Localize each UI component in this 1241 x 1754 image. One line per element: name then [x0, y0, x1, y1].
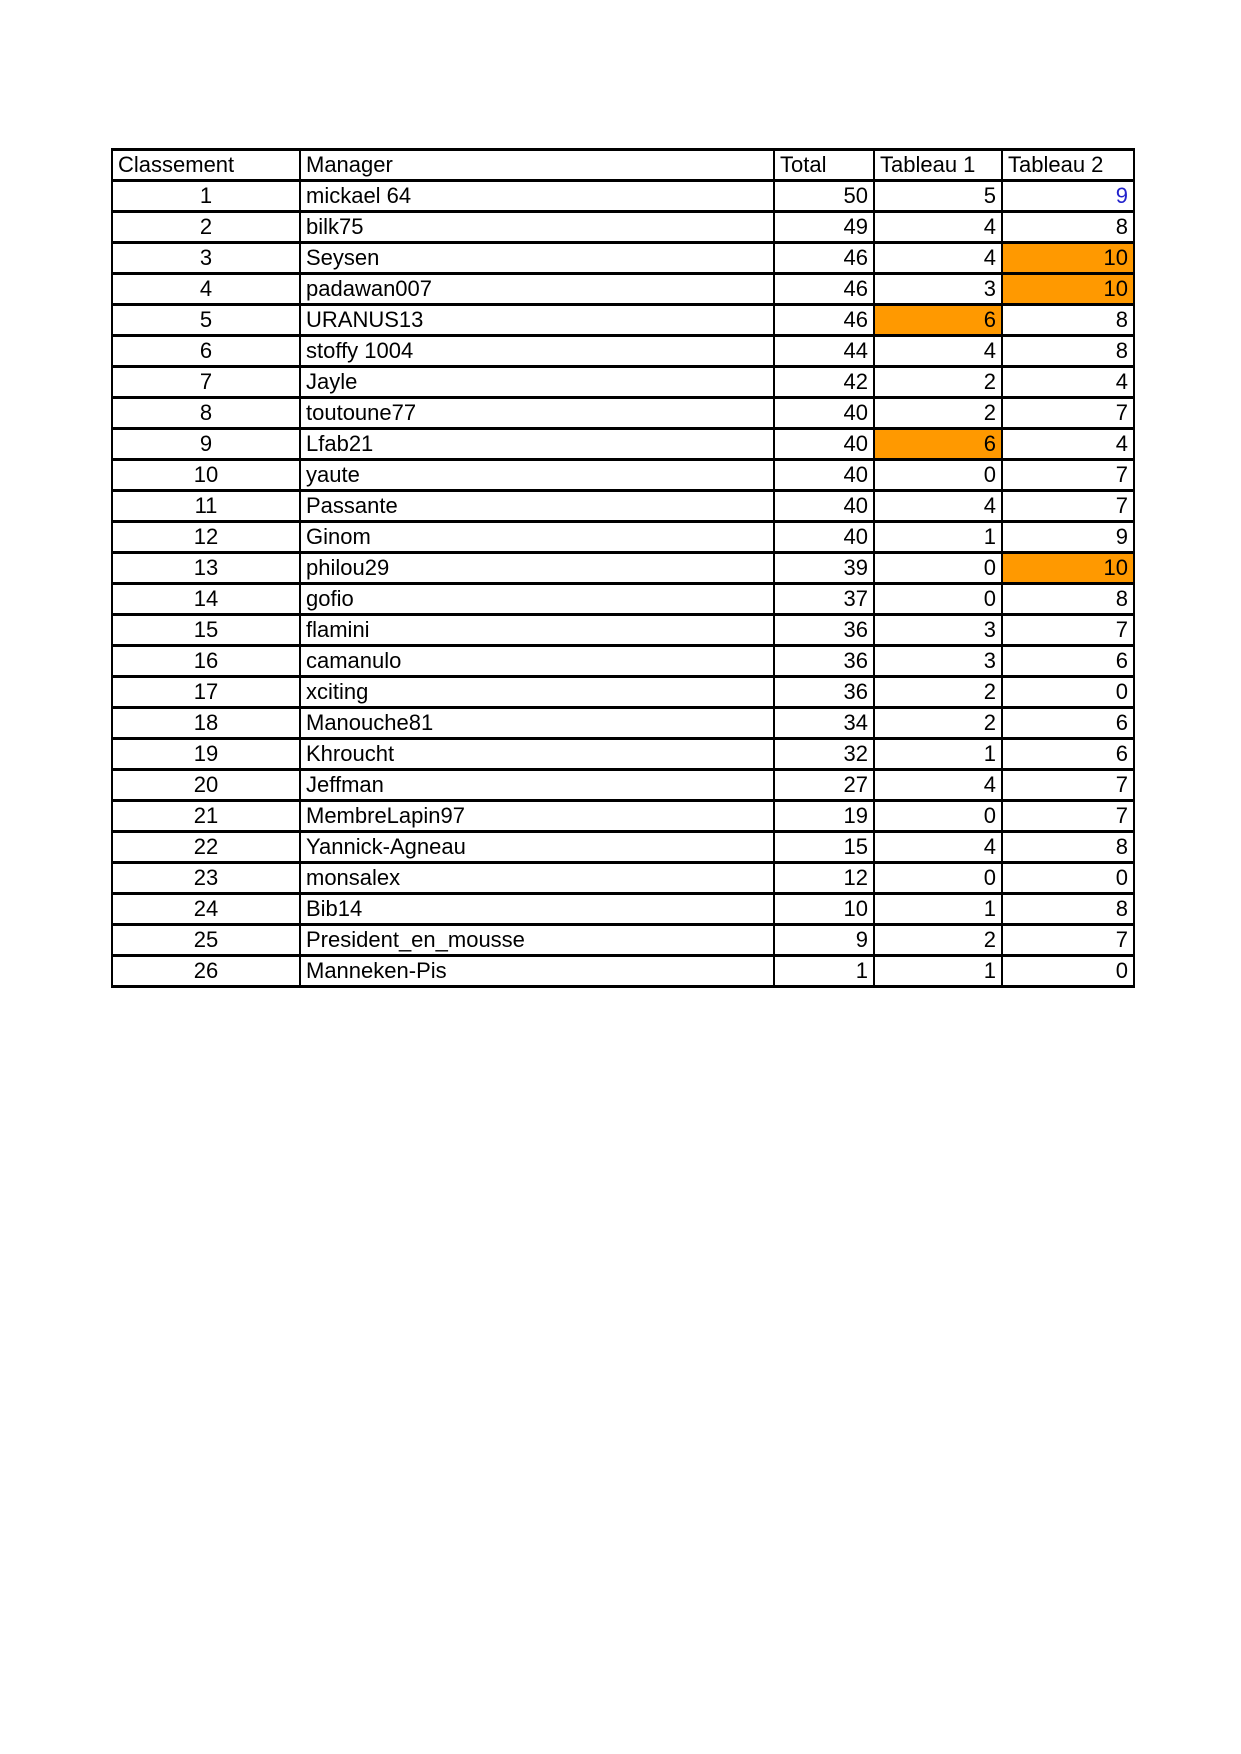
cell-rank: 11	[112, 491, 300, 522]
cell-total: 36	[774, 615, 874, 646]
cell-total: 32	[774, 739, 874, 770]
cell-manager: Bib14	[300, 894, 774, 925]
cell-total: 40	[774, 398, 874, 429]
cell-manager: Lfab21	[300, 429, 774, 460]
cell-tableau2: 8	[1002, 584, 1134, 615]
cell-rank: 21	[112, 801, 300, 832]
cell-total: 9	[774, 925, 874, 956]
cell-tableau1: 4	[874, 243, 1002, 274]
cell-tableau1: 4	[874, 336, 1002, 367]
cell-manager: camanulo	[300, 646, 774, 677]
cell-total: 40	[774, 491, 874, 522]
cell-manager: Jeffman	[300, 770, 774, 801]
table-row	[112, 398, 1134, 429]
table-row	[112, 770, 1134, 801]
cell-total: 34	[774, 708, 874, 739]
cell-rank: 16	[112, 646, 300, 677]
cell-tableau1: 4	[874, 491, 1002, 522]
cell-manager: Yannick-Agneau	[300, 832, 774, 863]
cell-rank: 22	[112, 832, 300, 863]
table-row	[112, 181, 1134, 212]
cell-tableau1: 6	[874, 305, 1002, 336]
cell-rank: 24	[112, 894, 300, 925]
cell-tableau1: 2	[874, 367, 1002, 398]
cell-manager: Khroucht	[300, 739, 774, 770]
cell-tableau1: 2	[874, 398, 1002, 429]
table-row	[112, 677, 1134, 708]
cell-rank: 25	[112, 925, 300, 956]
cell-tableau1: 1	[874, 522, 1002, 553]
cell-rank: 15	[112, 615, 300, 646]
cell-tableau1: 2	[874, 925, 1002, 956]
cell-tableau1: 0	[874, 553, 1002, 584]
cell-manager: URANUS13	[300, 305, 774, 336]
cell-manager: padawan007	[300, 274, 774, 305]
cell-manager: gofio	[300, 584, 774, 615]
table-row	[112, 367, 1134, 398]
cell-manager: bilk75	[300, 212, 774, 243]
cell-total: 40	[774, 460, 874, 491]
cell-rank: 10	[112, 460, 300, 491]
cell-rank: 18	[112, 708, 300, 739]
cell-manager: toutoune77	[300, 398, 774, 429]
cell-total: 1	[774, 956, 874, 987]
cell-rank: 13	[112, 553, 300, 584]
table-row	[112, 584, 1134, 615]
cell-tableau1: 3	[874, 646, 1002, 677]
cell-total: 46	[774, 274, 874, 305]
cell-total: 42	[774, 367, 874, 398]
cell-rank: 26	[112, 956, 300, 987]
cell-tableau2: 8	[1002, 336, 1134, 367]
cell-rank: 23	[112, 863, 300, 894]
header-tableau1: Tableau 1	[874, 150, 1002, 181]
cell-rank: 17	[112, 677, 300, 708]
cell-total: 40	[774, 522, 874, 553]
cell-tableau1: 3	[874, 615, 1002, 646]
cell-total: 12	[774, 863, 874, 894]
table-row	[112, 460, 1134, 491]
cell-tableau2: 9	[1002, 522, 1134, 553]
cell-manager: Manneken-Pis	[300, 956, 774, 987]
cell-total: 46	[774, 305, 874, 336]
cell-total: 37	[774, 584, 874, 615]
cell-tableau1: 1	[874, 956, 1002, 987]
cell-tableau2: 8	[1002, 832, 1134, 863]
ranking-table	[111, 148, 1135, 988]
cell-tableau2: 9	[1002, 181, 1134, 212]
cell-tableau2: 0	[1002, 956, 1134, 987]
table-row	[112, 522, 1134, 553]
cell-rank: 3	[112, 243, 300, 274]
cell-tableau1: 6	[874, 429, 1002, 460]
cell-tableau1: 2	[874, 677, 1002, 708]
cell-tableau2: 0	[1002, 863, 1134, 894]
cell-rank: 8	[112, 398, 300, 429]
cell-manager: Manouche81	[300, 708, 774, 739]
table-row	[112, 305, 1134, 336]
table-row	[112, 243, 1134, 274]
cell-total: 46	[774, 243, 874, 274]
cell-tableau2: 7	[1002, 925, 1134, 956]
cell-manager: MembreLapin97	[300, 801, 774, 832]
table-row	[112, 615, 1134, 646]
table-row	[112, 553, 1134, 584]
cell-rank: 4	[112, 274, 300, 305]
cell-tableau2: 7	[1002, 615, 1134, 646]
cell-tableau2: 8	[1002, 212, 1134, 243]
cell-rank: 9	[112, 429, 300, 460]
table-row	[112, 274, 1134, 305]
cell-tableau1: 0	[874, 460, 1002, 491]
header-manager: Manager	[300, 150, 774, 181]
cell-tableau2: 7	[1002, 398, 1134, 429]
table-body	[112, 181, 1134, 987]
cell-total: 10	[774, 894, 874, 925]
cell-tableau1: 4	[874, 770, 1002, 801]
cell-total: 39	[774, 553, 874, 584]
cell-tableau2: 7	[1002, 491, 1134, 522]
cell-rank: 12	[112, 522, 300, 553]
cell-manager: xciting	[300, 677, 774, 708]
table-row	[112, 832, 1134, 863]
header-total: Total	[774, 150, 874, 181]
cell-total: 40	[774, 429, 874, 460]
cell-manager: monsalex	[300, 863, 774, 894]
cell-total: 36	[774, 677, 874, 708]
cell-manager: yaute	[300, 460, 774, 491]
cell-total: 19	[774, 801, 874, 832]
cell-tableau2: 7	[1002, 460, 1134, 491]
cell-tableau1: 4	[874, 212, 1002, 243]
cell-rank: 1	[112, 181, 300, 212]
table-row	[112, 212, 1134, 243]
cell-total: 44	[774, 336, 874, 367]
table-row	[112, 956, 1134, 987]
cell-tableau1: 1	[874, 739, 1002, 770]
cell-rank: 20	[112, 770, 300, 801]
cell-manager: stoffy 1004	[300, 336, 774, 367]
cell-tableau2: 6	[1002, 739, 1134, 770]
cell-total: 49	[774, 212, 874, 243]
cell-tableau2: 4	[1002, 367, 1134, 398]
cell-tableau2: 7	[1002, 770, 1134, 801]
cell-manager: Ginom	[300, 522, 774, 553]
cell-rank: 7	[112, 367, 300, 398]
cell-tableau2: 6	[1002, 708, 1134, 739]
cell-manager: flamini	[300, 615, 774, 646]
cell-tableau1: 0	[874, 584, 1002, 615]
table-row	[112, 801, 1134, 832]
cell-manager: mickael 64	[300, 181, 774, 212]
cell-manager: Seysen	[300, 243, 774, 274]
cell-tableau2: 8	[1002, 305, 1134, 336]
cell-tableau2: 4	[1002, 429, 1134, 460]
header-classement: Classement	[112, 150, 300, 181]
table-row	[112, 646, 1134, 677]
table-row	[112, 925, 1134, 956]
cell-manager: President_en_mousse	[300, 925, 774, 956]
cell-total: 15	[774, 832, 874, 863]
cell-rank: 2	[112, 212, 300, 243]
table-row	[112, 863, 1134, 894]
cell-tableau2: 6	[1002, 646, 1134, 677]
cell-tableau2: 10	[1002, 243, 1134, 274]
table-row	[112, 429, 1134, 460]
cell-tableau2: 0	[1002, 677, 1134, 708]
cell-tableau1: 1	[874, 894, 1002, 925]
cell-tableau2: 10	[1002, 553, 1134, 584]
table-row	[112, 708, 1134, 739]
table-row	[112, 894, 1134, 925]
cell-total: 50	[774, 181, 874, 212]
cell-tableau1: 0	[874, 863, 1002, 894]
cell-rank: 6	[112, 336, 300, 367]
table-row	[112, 739, 1134, 770]
cell-tableau2: 10	[1002, 274, 1134, 305]
cell-rank: 19	[112, 739, 300, 770]
cell-rank: 14	[112, 584, 300, 615]
cell-manager: Jayle	[300, 367, 774, 398]
header-row	[112, 150, 1134, 181]
cell-tableau2: 7	[1002, 801, 1134, 832]
table-row	[112, 491, 1134, 522]
cell-manager: Passante	[300, 491, 774, 522]
cell-tableau1: 3	[874, 274, 1002, 305]
table-row	[112, 336, 1134, 367]
header-tableau2: Tableau 2	[1002, 150, 1134, 181]
cell-total: 27	[774, 770, 874, 801]
cell-tableau1: 2	[874, 708, 1002, 739]
cell-tableau1: 0	[874, 801, 1002, 832]
cell-tableau1: 4	[874, 832, 1002, 863]
cell-tableau1: 5	[874, 181, 1002, 212]
cell-total: 36	[774, 646, 874, 677]
cell-tableau2: 8	[1002, 894, 1134, 925]
cell-rank: 5	[112, 305, 300, 336]
cell-manager: philou29	[300, 553, 774, 584]
